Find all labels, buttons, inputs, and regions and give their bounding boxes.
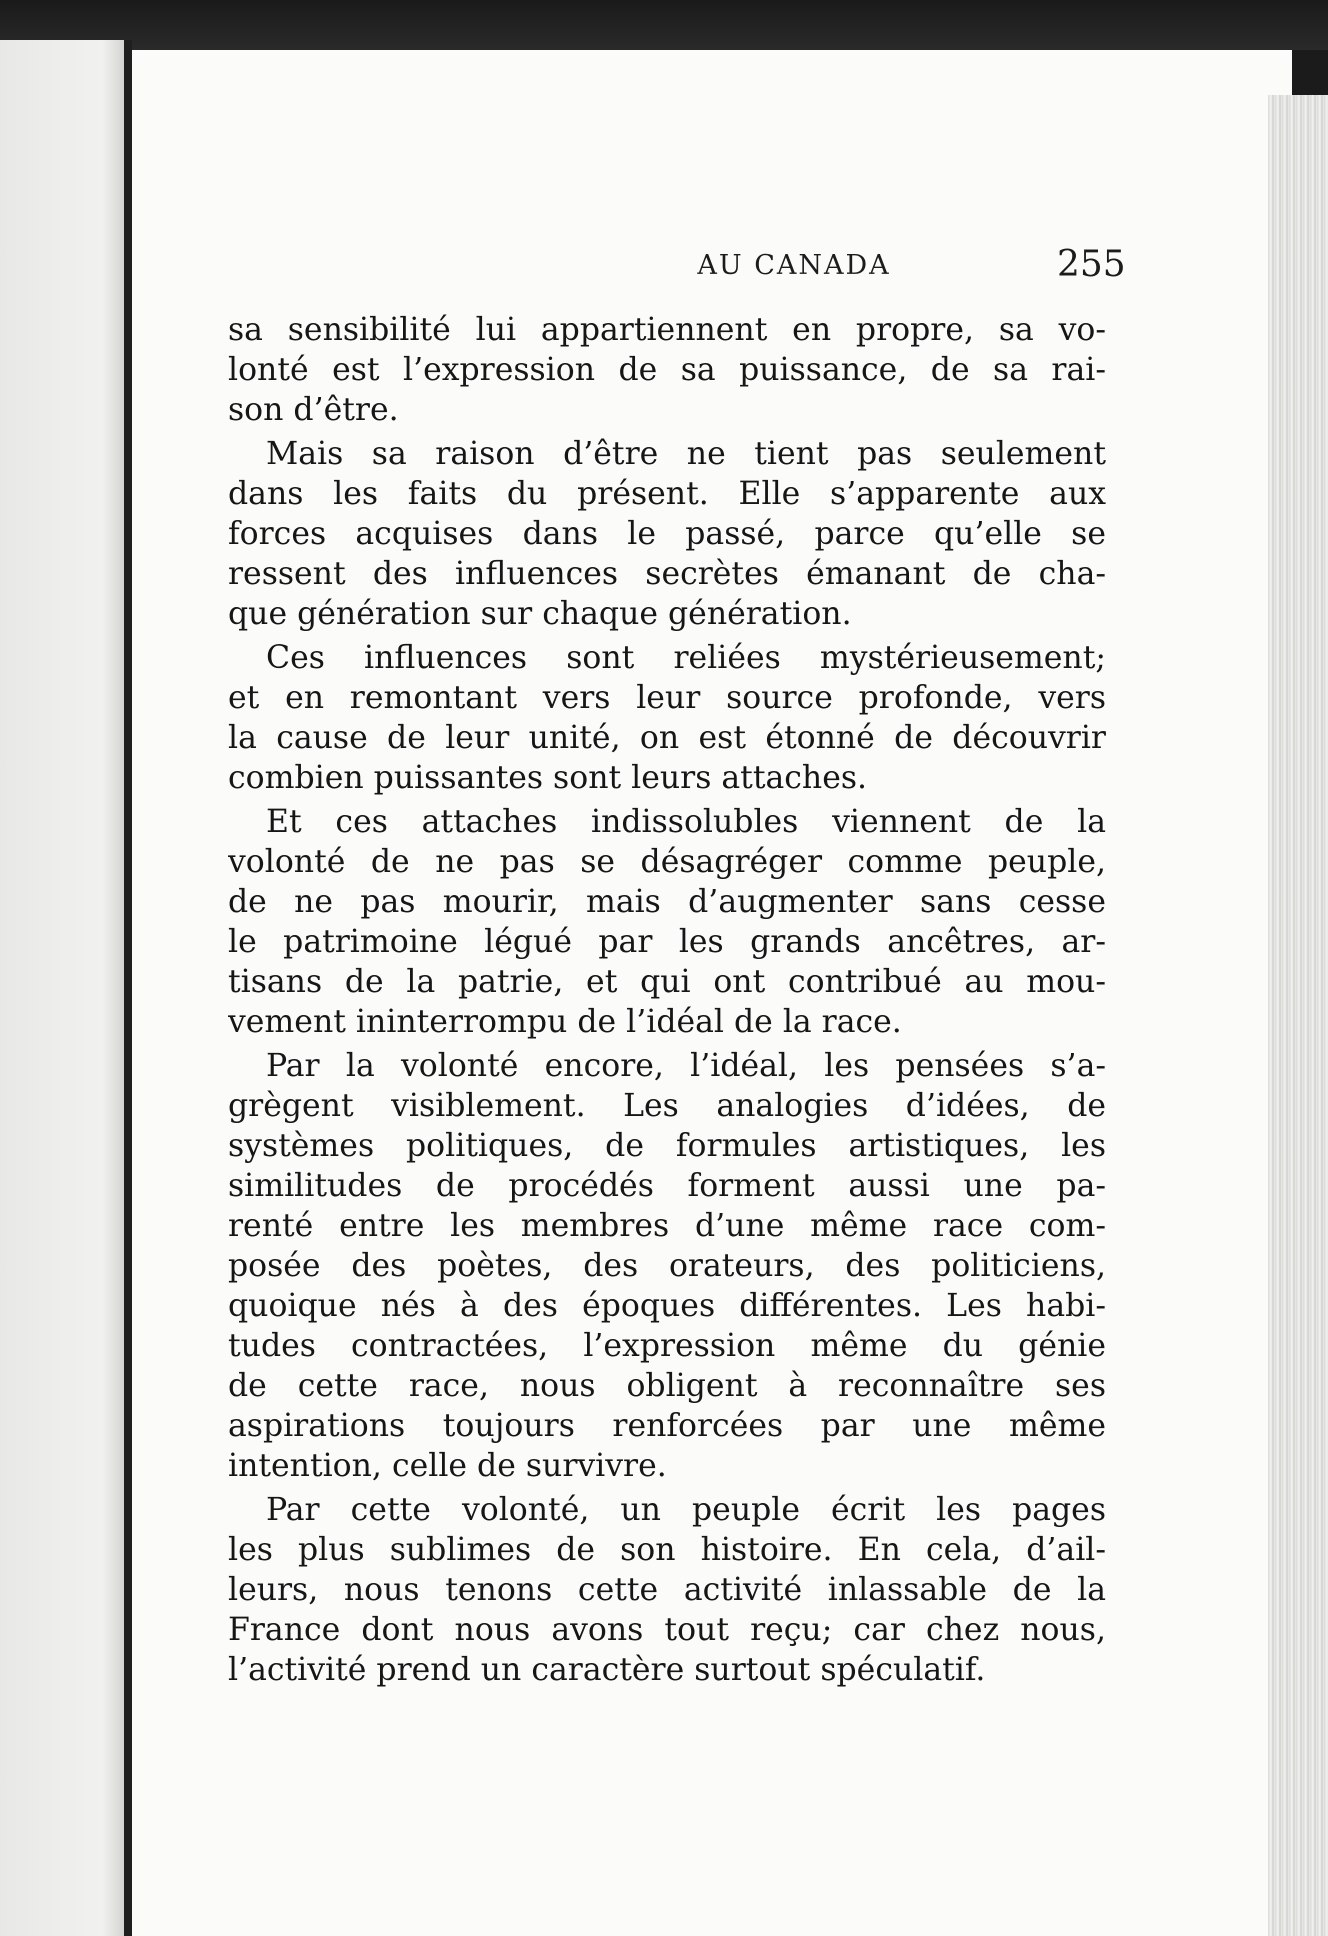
text-line: systèmes politiques, de formules artistiques, les	[228, 1128, 1106, 1164]
text-line: les plus sublimes de son histoire. En cela, d’ail-	[228, 1532, 1106, 1568]
text-line: quoique nés à des époques différentes. Les habi-	[228, 1288, 1106, 1324]
text-line: aspirations toujours renforcées par une même	[228, 1408, 1106, 1444]
text-line: la cause de leur unité, on est étonné de découvrir	[228, 720, 1106, 756]
text-line: volonté de ne pas se désagréger comme peuple,	[228, 844, 1106, 880]
text-line: similitudes de procédés forment aussi une pa-	[228, 1168, 1106, 1204]
text-line: Et ces attaches indissolubles viennent de la	[266, 804, 1106, 840]
running-head: AU CANADA	[697, 250, 891, 281]
text-line: l’activité prend un caractère surtout spéculatif.	[228, 1652, 986, 1688]
paragraph	[228, 1490, 1106, 1690]
text-line: que génération sur chaque génération.	[228, 596, 852, 632]
paragraph	[228, 802, 1106, 1042]
text-line: combien puissantes sont leurs attaches.	[228, 760, 868, 796]
text-line: de cette race, nous obligent à reconnaître ses	[228, 1368, 1106, 1404]
scan-border-top	[0, 0, 1328, 50]
facing-page-edge	[0, 40, 128, 1936]
text-line: et en remontant vers leur source profonde, vers	[228, 680, 1106, 716]
text-line: renté entre les membres d’une même race com-	[228, 1208, 1106, 1244]
text-line: lonté est l’expression de sa puissance, de sa rai-	[228, 352, 1106, 388]
text-line: ressent des influences secrètes émanant de cha-	[228, 556, 1106, 592]
text-line: sa sensibilité lui appartiennent en propre, sa vo-	[228, 312, 1106, 348]
text-line: le patrimoine légué par les grands ancêtres, ar-	[228, 924, 1106, 960]
text-line: grègent visiblement. Les analogies d’idées, de	[228, 1088, 1106, 1124]
text-line: Par la volonté encore, l’idéal, les pensées s’a-	[266, 1048, 1106, 1084]
text-line: France dont nous avons tout reçu; car chez nous,	[228, 1612, 1106, 1648]
text-line: posée des poètes, des orateurs, des politiciens,	[228, 1248, 1106, 1284]
text-line: son d’être.	[228, 392, 399, 428]
text-line: de ne pas mourir, mais d’augmenter sans cesse	[228, 884, 1106, 920]
text-line: leurs, nous tenons cette activité inlassable de la	[228, 1572, 1106, 1608]
text-line: Ces influences sont reliées mystérieusement;	[266, 640, 1106, 676]
page-number: 255	[1057, 244, 1126, 285]
text-line: tudes contractées, l’expression même du génie	[228, 1328, 1106, 1364]
text-line: vement ininterrompu de l’idéal de la race.	[228, 1004, 902, 1040]
text-line: dans les faits du présent. Elle s’apparente aux	[228, 476, 1106, 512]
book-gutter	[124, 40, 132, 1936]
text-line: Mais sa raison d’être ne tient pas seulement	[266, 436, 1106, 472]
page-header	[132, 244, 1292, 300]
paragraph	[228, 310, 1106, 430]
text-line: forces acquises dans le passé, parce qu’elle se	[228, 516, 1106, 552]
text-line: tisans de la patrie, et qui ont contribué au mou-	[228, 964, 1106, 1000]
paragraph	[228, 638, 1106, 798]
paragraph	[228, 434, 1106, 634]
body-text	[228, 310, 1106, 1690]
paragraph	[228, 1046, 1106, 1486]
page-stack-edges	[1268, 95, 1328, 1936]
text-line: intention, celle de survivre.	[228, 1448, 667, 1484]
text-line: Par cette volonté, un peuple écrit les pages	[266, 1492, 1106, 1528]
